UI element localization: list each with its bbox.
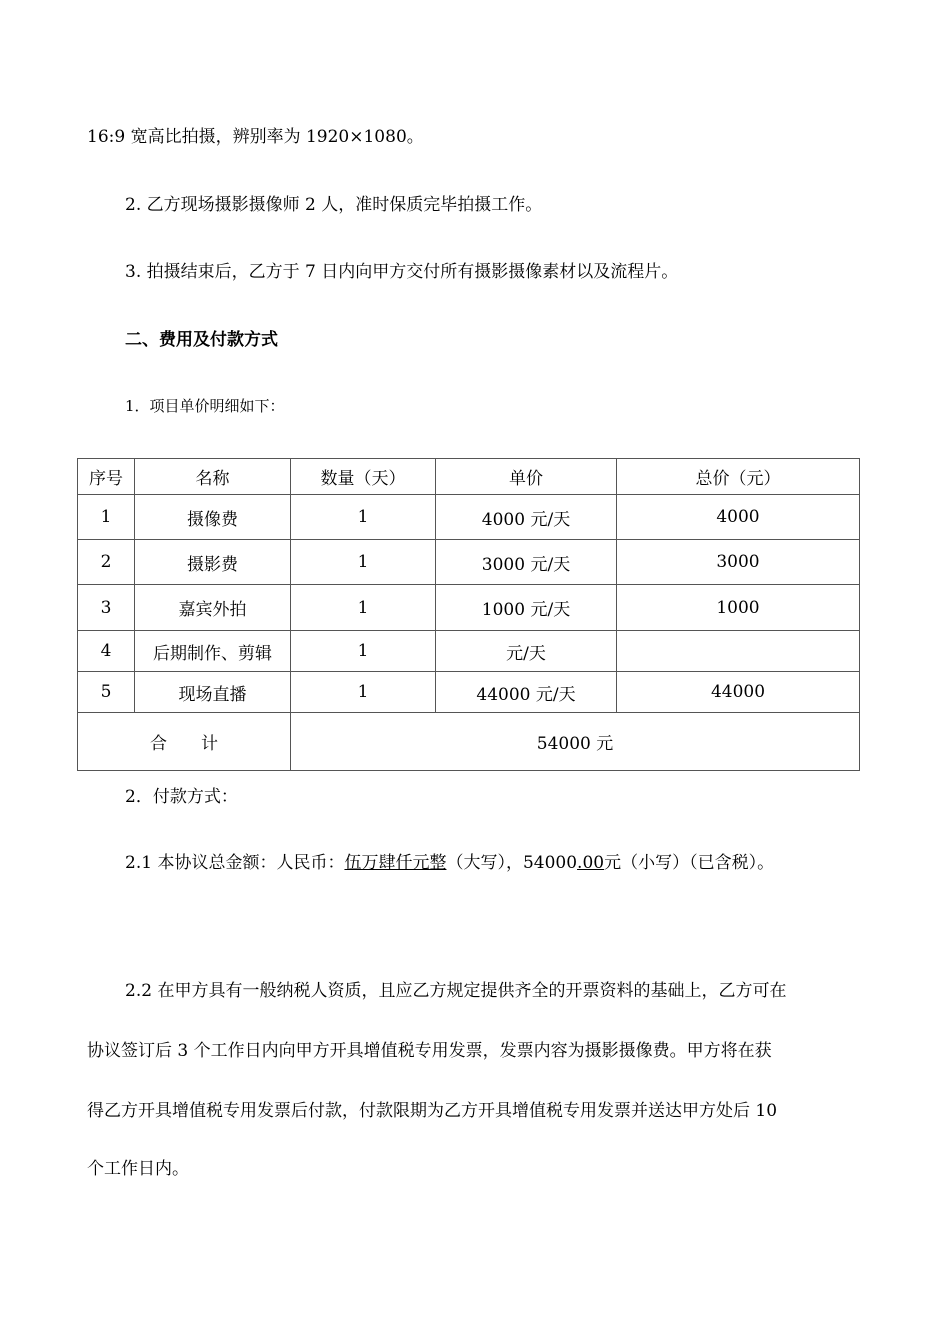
table-cell: 1	[291, 672, 436, 713]
clause-2-2-line-3: 得乙方开具增值税专用发票后付款，付款限期为乙方开具增值税专用发票并送达甲方处后 10	[87, 1101, 778, 1121]
table-cell: 1000	[617, 585, 860, 631]
paragraph-item-2: 2. 乙方现场摄影摄像师 2 人，准时保质完毕拍摄工作。	[125, 195, 543, 215]
table-cell: 后期制作、剪辑	[135, 631, 291, 672]
table-cell: 4	[78, 631, 135, 672]
table-cell: 2	[78, 540, 135, 585]
section-title: 二、费用及付款方式	[125, 330, 278, 350]
clause-2-1	[125, 851, 774, 875]
table-cell: 4000	[617, 495, 860, 540]
table-cell: 1	[291, 540, 436, 585]
subsection-2: 2．付款方式：	[125, 787, 238, 807]
table-row	[78, 540, 860, 585]
paragraph-item-3: 3. 拍摄结束后，乙方于 7 日内向甲方交付所有摄影摄像素材以及流程片。	[125, 262, 679, 282]
table-cell: 摄影费	[135, 540, 291, 585]
clause-2-2-line-4: 个工作日内。	[87, 1159, 189, 1179]
table-cell	[617, 631, 860, 672]
table-cell: 3	[78, 585, 135, 631]
table-header-cell: 总价（元）	[617, 459, 860, 495]
table-row	[78, 585, 860, 631]
table-cell: 1	[291, 585, 436, 631]
table-cell: 1	[78, 495, 135, 540]
clause-2-2-line-2: 协议签订后 3 个工作日内向甲方开具增值税专用发票，发票内容为摄影摄像费。甲方将在获	[87, 1041, 772, 1061]
table-cell: 5	[78, 672, 135, 713]
table-cell: 现场直播	[135, 672, 291, 713]
subsection-1: 1．项目单价明细如下：	[125, 397, 285, 415]
table-cell: 嘉宾外拍	[135, 585, 291, 631]
paragraph-resolution: 16:9 宽高比拍摄，辨别率为 1920×1080。	[87, 127, 424, 147]
total-value: 54000 元	[291, 713, 860, 771]
table-row	[78, 495, 860, 540]
table-cell: 44000	[617, 672, 860, 713]
table-total-row	[78, 713, 860, 771]
table-row	[78, 631, 860, 672]
table-cell: 1	[291, 631, 436, 672]
table-cell: 4000 元/天	[436, 495, 617, 540]
table-cell: 摄像费	[135, 495, 291, 540]
clause-2-1-mid: （大写），54000	[446, 853, 578, 873]
amount-decimals: .00	[577, 853, 605, 873]
table-header-cell: 数量（天）	[291, 459, 436, 495]
clause-2-1-prefix: 2.1 本协议总金额：人民币：	[125, 853, 345, 873]
amount-in-words: 伍万肆仟元整	[344, 853, 447, 873]
table-row	[78, 672, 860, 713]
table-cell: 1000 元/天	[436, 585, 617, 631]
table-header-cell: 单价	[436, 459, 617, 495]
table-cell: 3000 元/天	[436, 540, 617, 585]
table-cell: 1	[291, 495, 436, 540]
price-table	[77, 458, 860, 771]
total-label: 合 计	[78, 713, 291, 771]
clause-2-2-line-1: 2.2 在甲方具有一般纳税人资质，且应乙方规定提供齐全的开票资料的基础上，乙方可在	[125, 981, 787, 1001]
table-header-cell: 名称	[135, 459, 291, 495]
table-cell: 3000	[617, 540, 860, 585]
table-header-cell: 序号	[78, 459, 135, 495]
table-cell: 44000 元/天	[436, 672, 617, 713]
table-header-row	[78, 459, 860, 495]
table-cell: 元/天	[436, 631, 617, 672]
clause-2-1-suffix: 元（小写）（已含税）。	[604, 853, 775, 873]
